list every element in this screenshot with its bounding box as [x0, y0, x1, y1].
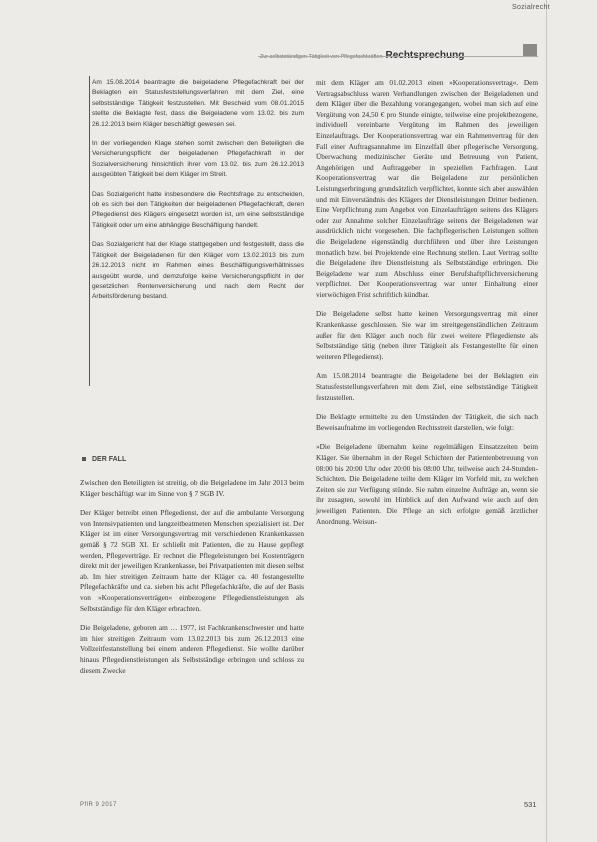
running-head [260, 45, 464, 63]
summary-bar [89, 76, 90, 386]
header-rule [258, 56, 538, 57]
summary-paragraph: Das Sozialgericht hat der Klage stattgegeben und festgestellt, dass die Tätigkeit der Beigeladenen für den Kläger vom 13.02.2013 bis zum 26.12.2013 nicht im Rahmen eines Beschäftigungsverhältnisses ausgeübt wurde, und demzufolge keine Versicherungspflicht in der gesetzlichen Rentenversicherung und nach dem Recht der Arbeitsförderung bestand. [92, 241, 304, 301]
margin-rule [546, 0, 547, 842]
running-head-title: Rechtsprechung [385, 50, 465, 61]
summary-paragraph: Das Sozialgericht hatte insbesondere die Rechtsfrage zu entscheiden, ob es sich bei den Tätigkeiten der beigeladenen Pflegefachkraft, deren Pflegedienst des Klägers eingesetzt worden ist, um eine selbstständige Tätigkeit oder um eine abhängige Beschäftigung handelt. [92, 190, 304, 229]
body-paragraph: Die Beklagte ermittelte zu den Umständen der Tätigkeit, die sich nach Beweisaufnahme im vorliegenden Rechtsstreit darstellen, wie folgt: [316, 412, 538, 432]
body-paragraph: Zwischen den Beteiligten ist streitig, ob die Beigeladene im Jahr 2013 beim Kläger beschäftigt war im Sinne von § 7 SGB IV. [80, 478, 304, 498]
body-paragraph: »Die Beigeladene übernahm keine regelmäßigen Einsatzzeiten beim Kläger. Sie übernahm in der Regel Schichten der Patientenbetreuung von 08:00 bis 20:00 Uhr oder 20:00 bis 08:00 Uhr, teilweise auch 24-Stunden-Schichten. Die Beigeladene teilte dem Kläger im Vorfeld mit, zu welchen Zeiten sie zur Verfügung stünde. Sie nahm einzelne Aufträge an, wenn sie ihr zusagten, sowohl im Hinblick auf den Aufwand wie auch auf den jeweiligen Patienten. Die Pflege an sich erfolgte gemäß ärztlicher Anordnung. Weisun- [316, 442, 538, 526]
right-body-column [316, 78, 538, 536]
summary-paragraph: In der vorliegenden Klage stehen somit zwischen den Beteiligten die Versicherungspflicht der beigeladenen Pflegefachkraft in der Sozialversicherung hinsichtlich ihrer vom 13.02. bis zum 26.12.2013 ausgeübten Tätigkeit bei dem Kläger im Streit. [92, 140, 304, 179]
section-heading [82, 456, 126, 463]
section-tag: Sozialrecht [512, 4, 550, 11]
running-head-subtitle: Zur selbstständigen Tätigkeit von Pflegefachkräften [260, 54, 383, 60]
bullet-square-icon [82, 457, 86, 461]
body-paragraph: Am 15.08.2014 beantragte die Beigeladene bei der Beklagten ein Statusfeststellungsverfahren mit dem Ziel, eine selbstständige Tätigkeit festzustellen. [316, 371, 538, 402]
summary-paragraph: Am 15.08.2014 beantragte die beigeladene Pflegefachkraft bei der Beklagten ein Statusfeststellungsverfahren mit dem Ziel, eine selbstständige Tätigkeit festzustellen. Mit Bescheid vom 08.01.2015 stellte die Beklagte fest, dass die Beigeladene vom 13.02. bis zum 26.12.2013 beim Kläger beschäftigt gewesen sei. [92, 79, 304, 128]
summary-column [92, 78, 304, 312]
body-paragraph: Die Beigeladene, geboren am … 1977, ist Fachkrankenschwester und hatte im hier streitigen Zeitraum vom 13.02.2013 bis zum 26.12.2013 eine Vollzeitfestanstellung bei einem anderen Pflegedienst. Sie wollte darüber hinaus Pflegedienstleistungen als Selbstständige erbringen und schloss zu diesem Zwecke [80, 623, 304, 675]
left-body-column [80, 478, 304, 685]
page-number: 531 [524, 800, 537, 809]
journal-footer: PflR 9 2017 [80, 802, 117, 808]
body-paragraph: Die Beigeladene selbst hatte keinen Versorgungsvertrag mit einer Krankenkasse geschlossen. Sie war im streitgegenständlichen Zeitraum außer für den Kläger auch noch für zwei weitere Pflegedienste als Selbstständige tätig (neben ihrer Tätigkeit als Festangestellte für einen weiteren Pflegedienst). [316, 309, 538, 361]
body-paragraph: Der Kläger betreibt einen Pflegedienst, der auf die ambulante Versorgung von Intensivpatienten und langzeitbeatmeten Menschen spezialisiert ist. Der Kläger ist im einer Versorgungsvertrag mit verschiedenen Krankenkassen gemäß § 72 SGB XI. Er schließt mit Patienten, die zu Hause gepflegt werden, Pflegeverträge. Er rechnet die Pflegeleistungen bei Kostenträgern direkt mit der jeweiligen Krankenkasse, bei Privatpatienten mit diesen selbst ab. Im hier streitigen Zeitraum hatte der Kläger ca. 40 festangestellte Pflegefachkräfte und ca. sieben bis acht Pflegefachkräfte, die auf der Basis von »Kooperationsverträgen« einbezogene Pflegedienstleistungen als Selbstständige für den Kläger erbrachten. [80, 508, 304, 613]
section-heading-text: DER FALL [92, 456, 127, 463]
body-paragraph: mit dem Kläger am 01.02.2013 einen »Kooperationsvertrag«. Dem Vertragsabschluss waren Verhandlungen zwischen der Beigeladenen und dem Kläger über die Bezahlung vorangegangen, wobei man sich auf eine Vergütung von 24,50 € pro Stunde einigte, teilweise eine projektbezogene, individuell vereinbarte Vergütung im Rahmen des jeweiligen Einzelauftrags. Der Kooperationsvertrag war ein Rahmenvertrag für den Fall einer Auftragsannahme im Einzelfall über pflegerische Versorgung, Überwachung medizinischer Geräte und Betreuung von Patient, Angehörigen und Auftraggeber in speziellen Fachfragen. Laut Kooperationsvertrag war die Beigeladene zur persönlichen Leistungserbringung grundsätzlich verpflichtet, konnte sich aber auswählen und mit Einverständnis des Klägers der Dienstleistungen Dritter bedienen. Eine Verpflichtung zum Angebot von Einzelaufträgen seitens des Klägers oder zur Annahme solcher Einzelaufträge seitens der Beigeladenen war ausdrücklich nicht vorgesehen. Die fachpflegerischen Leistungen sollten die Beigeladene eigenständig durchführen und über ihre Leistungen monatlich bzw. bei Projektende eine Rechnung stellen. Laut Vertrag sollte die Beigeladene ihre Dienstleistung als Selbstständige erbringen. Die Beigeladene war zum Abschluss einer Berufshaftpflichtversicherung verpflichtet. Der Kooperationsvertrag war unter Einhaltung einer vierwöchigen Frist schriftlich kündbar. [316, 78, 538, 299]
